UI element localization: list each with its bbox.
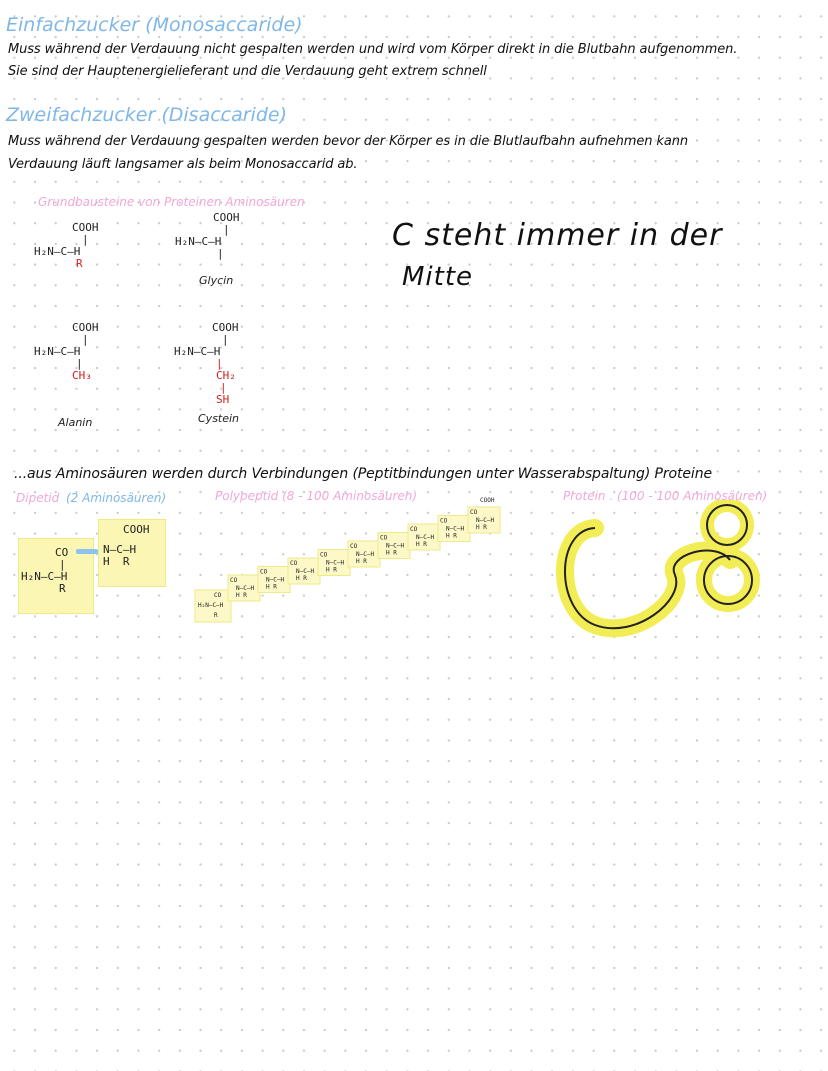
poly-h-r: H R xyxy=(266,583,277,591)
cooh-label: COOH xyxy=(72,221,99,234)
n-chain: N—C—H xyxy=(103,543,137,556)
poly-main-chain: N—C—H xyxy=(476,517,495,524)
bond-sh: | xyxy=(220,381,227,394)
amino-heading: Grundbausteine von Proteinen Aminosäuren xyxy=(38,195,305,209)
poly-cooh: COOH xyxy=(480,497,495,504)
poly-co: CO xyxy=(410,526,418,533)
h-r: H R xyxy=(103,555,130,568)
side-chain: CH₃ xyxy=(72,369,92,382)
poly-h-r: H R xyxy=(476,524,487,531)
poly-h-r: H R xyxy=(446,532,457,540)
mono-line-2: Sie sind der Hauptenergielieferant und die Verdauung geht extrem schnell xyxy=(8,64,487,79)
poly-co: CO xyxy=(350,543,358,550)
poly-h-r: H R xyxy=(356,558,367,565)
mono-title: Einfachzucker (Monosaccaride) xyxy=(6,14,303,36)
main-chain: H₂N—C—H xyxy=(175,235,222,248)
poly-h-r: H R xyxy=(296,575,307,582)
amino-name: Cystein xyxy=(198,412,240,425)
note-line-1: C steht immer in der xyxy=(392,218,723,253)
poly-main-chain: H₂N—C—H xyxy=(198,602,224,609)
bond: | xyxy=(223,223,230,236)
poly-co: CO xyxy=(230,577,238,584)
main-chain: H₂N—C—H xyxy=(21,570,68,583)
main-chain: H₂N—C—H xyxy=(34,245,81,258)
bond: | xyxy=(82,333,89,346)
bond: | xyxy=(59,558,66,571)
sh-group: SH xyxy=(216,393,230,406)
poly-co: CO xyxy=(290,560,298,567)
protein-drawing xyxy=(555,500,785,645)
poly-co: CO xyxy=(320,551,328,559)
poly-main-chain: N—C—H xyxy=(296,568,315,575)
poly-co: CO xyxy=(214,592,222,599)
bond: | xyxy=(222,333,229,346)
poly-co: CO xyxy=(470,509,478,516)
di-line-1: Muss während der Verdauung gespalten werden bevor der Körper es in die Blutlaufbahn aufnehmen kann xyxy=(8,134,689,149)
poly-main-chain: N—C—H xyxy=(386,542,405,550)
poly-main-chain: N—C—H xyxy=(416,534,435,541)
amino-name: Glycin xyxy=(199,274,234,287)
bond-lower: | xyxy=(217,247,224,260)
protein-label: Protein . (100 - 100 Aminosäuren) xyxy=(563,489,768,503)
polypeptid-label: Polypeptid (8 - 100 Aminosäuren) xyxy=(215,489,418,503)
cooh-label: COOH xyxy=(72,321,99,334)
co-label: CO xyxy=(55,546,69,559)
side-chain: R xyxy=(59,582,66,595)
main-chain: H₂N—C—H xyxy=(34,345,81,358)
bond: | xyxy=(82,233,89,246)
poly-h-r: H R xyxy=(236,592,247,599)
poly-main-chain: N—C—H xyxy=(326,559,345,567)
poly-co: CO xyxy=(440,517,448,525)
peptide-sentence: ...aus Aminosäuren werden durch Verbindungen (Peptitbindungen unter Wasserabspaltung) Proteine xyxy=(14,466,712,482)
side-chain: CH₂ xyxy=(216,369,236,382)
poly-h-r: H R xyxy=(386,549,397,557)
poly-main-chain: N—C—H xyxy=(236,585,255,592)
mono-line-1: Muss während der Verdauung nicht gespalten werden und wird vom Körper direkt in die Blutbahn aufgenommen. xyxy=(8,42,738,57)
di-line-2: Verdauung läuft langsamer als beim Monosaccarid ab. xyxy=(8,157,358,172)
poly-side-chain: R xyxy=(214,612,218,619)
side-chain: R xyxy=(76,257,83,270)
poly-co: CO xyxy=(260,568,268,576)
amino-name: Alanin xyxy=(58,416,93,429)
poly-h-r: H R xyxy=(326,566,337,574)
cooh-label: COOH xyxy=(212,321,239,334)
note-line-2: Mitte xyxy=(402,262,474,292)
cooh-label: COOH xyxy=(213,211,240,224)
poly-main-chain: N—C—H xyxy=(446,525,465,533)
cooh-label: COOH xyxy=(123,523,150,536)
bond-lower: | xyxy=(76,357,83,370)
poly-co: CO xyxy=(380,534,388,542)
poly-main-chain: N—C—H xyxy=(356,551,375,558)
dipeptid-count: (2 Aminosäuren) xyxy=(66,491,167,505)
main-chain: H₂N—C—H xyxy=(174,345,221,358)
di-title: Zweifachzucker (Disaccaride) xyxy=(6,104,288,126)
dipeptid-label: Dipetid xyxy=(16,491,60,505)
poly-main-chain: N—C—H xyxy=(266,576,285,584)
poly-h-r: H R xyxy=(416,541,427,548)
bond-lower: | xyxy=(216,357,223,370)
